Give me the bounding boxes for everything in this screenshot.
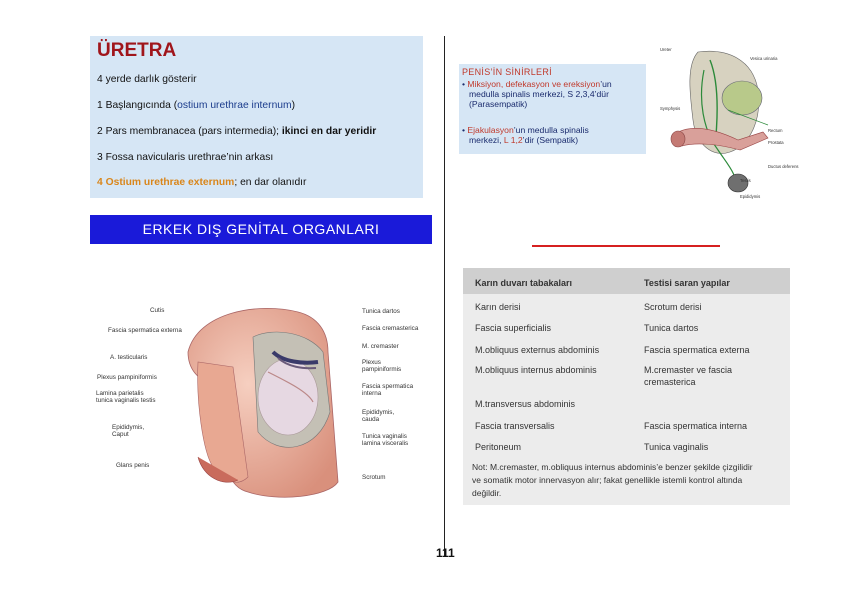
uretra-item-4-term: Ostium urethrae externum — [105, 177, 235, 188]
pelvis-label-2: Symphysis — [660, 106, 681, 111]
penis-nerves-title: PENİS’İN SİNİRLERİ — [462, 67, 552, 77]
nerve-p2-suffix: ’un medulla spinalis — [513, 125, 589, 135]
uretra-item-1-suffix: ) — [291, 100, 296, 111]
nerve-p2-line2-highlight: L 1,2 — [503, 135, 523, 145]
anatomy-right-label-2: M. cremaster — [362, 343, 399, 350]
anatomy-right-label-1: Fascia cremasterica — [362, 325, 419, 332]
nerve-p1-line2: medulla spinalis merkezi, S 2,3,4’dür — [469, 89, 609, 99]
pelvis-label-5: Testis — [740, 178, 751, 183]
nerve-bullet: • — [462, 79, 468, 89]
table-row-4-left: M.transversus abdominis — [475, 399, 576, 409]
pelvis-label-3: Rectum — [768, 128, 783, 133]
uretra-item-4 — [97, 177, 306, 188]
anatomy-left-label-4: Lamina parietalis tunica vaginalis testis — [96, 390, 156, 404]
table-header-left: Karın duvarı tabakaları — [475, 278, 573, 288]
table-row-6-right: Tunica vaginalis — [644, 442, 709, 452]
table-row-0-left: Karın derisi — [475, 302, 521, 312]
anatomy-left-label-3: Plexus pampiniformis — [97, 374, 157, 381]
anatomy-right-label-3: Plexus pampiniformis — [362, 359, 402, 373]
table-row-0-right: Scrotum derisi — [644, 302, 702, 312]
anatomy-left-label-0: Cutis — [150, 307, 165, 314]
anatomy-right-label-4: Fascia spermatica interna — [362, 383, 414, 397]
table-header-right: Testisi saran yapılar — [644, 278, 730, 288]
table-note-line-2: ve somatik motor innervasyon alır; fakat genellikle istemli kontrol altında — [472, 475, 743, 485]
nerve-p1-line1 — [462, 79, 612, 89]
uretra-item-2-prefix: 2 Pars membranacea (pars intermedia); — [97, 126, 282, 137]
table-row-5-left: Fascia transversalis — [475, 421, 555, 431]
anatomy-left-label-1: Fascia spermatica externa — [108, 327, 182, 334]
pelvis-label-0: Ureter — [660, 47, 672, 52]
nerve-p2-highlight: Ejakulasyon — [467, 125, 514, 135]
table-row-3-right: M.cremaster ve fascia — [644, 365, 733, 375]
nerve-p2-line2-suffix: ’dir (Sempatik) — [522, 135, 579, 145]
nerve-p1-suffix: ’un — [600, 79, 612, 89]
anatomy-left-label-5: Epididymis, Caput — [112, 424, 145, 438]
nerve-p1-line3: (Parasempatik) — [469, 99, 528, 109]
pelvis-nerve-illustration — [658, 40, 788, 205]
nerve-p2-line2-prefix: merkezi, — [469, 135, 504, 145]
anatomy-left-label-2: A. testicularis — [110, 354, 148, 361]
table-row-6-left: Peritoneum — [475, 442, 522, 452]
vertical-divider — [444, 36, 445, 556]
anatomy-left-label-6: Glans penis — [116, 462, 150, 469]
table-note-line-1: Not: M.cremaster, m.obliquus internus abdominis’e benzer şekilde çizgilidir — [472, 462, 753, 472]
uretra-item-3: 3 Fossa navicularis urethrae’nin arkası — [97, 152, 274, 163]
uretra-item-1-prefix: 1 Başlangıcında ( — [97, 100, 178, 111]
external-genitalia-illustration — [178, 292, 368, 502]
table-row-1-left: Fascia superficialis — [475, 323, 552, 333]
anatomy-right-label-6: Tunica vaginalis lamina visceralis — [362, 433, 409, 447]
anatomy-right-label-7: Scrotum — [362, 474, 386, 481]
nerve-p1-highlight: Miksiyon, defekasyon ve ereksiyon — [467, 79, 601, 89]
uretra-title: ÜRETRA — [97, 40, 177, 61]
table-row-2-right: Fascia spermatica externa — [644, 345, 750, 355]
uretra-item-2-bold: ikinci en dar yeridir — [281, 126, 377, 137]
table-row-5-right: Fascia spermatica interna — [644, 421, 748, 431]
table-row-1-right: Tunica dartos — [644, 323, 699, 333]
table-row-3-right-2: cremasterica — [644, 377, 696, 387]
anatomy-right-label-0: Tunica dartos — [362, 308, 400, 315]
uretra-item-1-term: ostium urethrae internum — [177, 100, 292, 111]
uretra-item-1 — [97, 100, 295, 111]
uretra-item-2 — [97, 126, 376, 137]
pelvis-label-7: Ductus deferens — [768, 164, 799, 169]
red-separator-line — [532, 245, 720, 247]
table-row-2-left: M.obliquus externus abdominis — [475, 345, 600, 355]
nerve-bullet-2: • — [462, 125, 468, 135]
uretra-item-4-suffix: ; en dar olanıdır — [234, 177, 307, 188]
nerve-p2-line1 — [462, 125, 589, 135]
anatomy-right-label-5: Epididymis, cauda — [362, 409, 395, 423]
table-note-line-3: değildir. — [472, 488, 502, 498]
uretra-item-4-prefix: 4 — [97, 177, 106, 188]
table-row-3-left: M.obliquus internus abdominis — [475, 365, 597, 375]
page-number: 111 — [436, 546, 455, 560]
nerve-p2-line2 — [469, 135, 578, 145]
pelvis-label-6: Epididymis — [740, 194, 761, 199]
uretra-intro: 4 yerde darlık gösterir — [97, 74, 197, 85]
genital-heading: ERKEK DIŞ GENİTAL ORGANLARI — [142, 221, 380, 237]
pelvis-label-1: Vesica urinaria — [750, 56, 778, 61]
pelvis-label-4: Prostata — [768, 140, 784, 145]
